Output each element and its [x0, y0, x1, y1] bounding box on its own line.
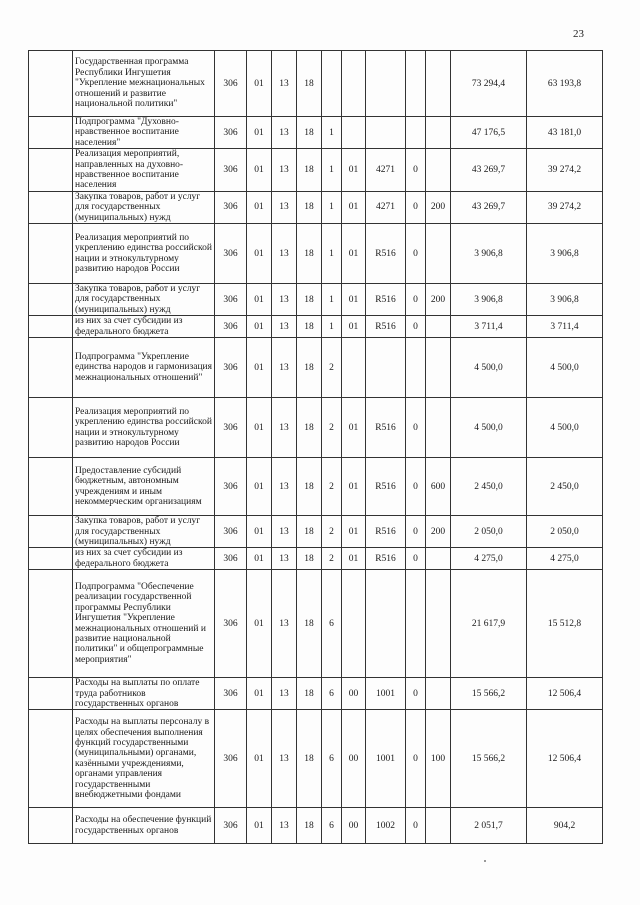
row-margin-cell	[29, 338, 73, 398]
code-cell-c8: 0	[406, 678, 426, 710]
code-cell-c9	[426, 316, 451, 338]
code-cell-c1: 306	[215, 516, 247, 548]
code-cell-c2: 01	[247, 678, 272, 710]
code-cell-c3: 13	[272, 678, 297, 710]
code-cell-c9	[426, 224, 451, 284]
code-cell-c7	[366, 338, 406, 398]
code-cell-c5: 2	[322, 398, 342, 458]
code-cell-c8: 0	[406, 316, 426, 338]
code-cell-c1: 306	[215, 678, 247, 710]
code-cell-c3: 13	[272, 191, 297, 223]
code-cell-c1: 306	[215, 338, 247, 398]
table-row	[29, 117, 603, 149]
code-cell-c9: 200	[426, 191, 451, 223]
code-cell-c8: 0	[406, 516, 426, 548]
code-cell-c6: 01	[342, 149, 366, 192]
row-margin-cell	[29, 570, 73, 678]
code-cell-c6: 01	[342, 316, 366, 338]
code-cell-c4: 18	[297, 678, 322, 710]
code-cell-c3: 13	[272, 117, 297, 149]
row-margin-cell	[29, 458, 73, 516]
code-cell-c3: 13	[272, 458, 297, 516]
code-cell-c2: 01	[247, 710, 272, 808]
row-margin-cell	[29, 678, 73, 710]
code-cell-c1: 306	[215, 117, 247, 149]
amount-executed: 15 512,8	[527, 570, 603, 678]
table-row	[29, 458, 603, 516]
row-margin-cell	[29, 191, 73, 223]
code-cell-c2: 01	[247, 338, 272, 398]
code-cell-c3: 13	[272, 149, 297, 192]
table-row	[29, 338, 603, 398]
table-row	[29, 516, 603, 548]
amount-executed: 2 450,0	[527, 458, 603, 516]
amount-executed: 3 906,8	[527, 284, 603, 316]
code-cell-c5: 1	[322, 117, 342, 149]
expense-item-name: Закупка товаров, работ и услуг для государственных (муниципальных) нужд	[73, 191, 215, 223]
amount-planned: 73 294,4	[451, 51, 527, 117]
code-cell-c9: 200	[426, 516, 451, 548]
code-cell-c4: 18	[297, 117, 322, 149]
page-number: 23	[573, 28, 584, 40]
code-cell-c7: 4271	[366, 149, 406, 192]
code-cell-c3: 13	[272, 516, 297, 548]
amount-planned: 4 275,0	[451, 548, 527, 570]
code-cell-c7: R516	[366, 316, 406, 338]
code-cell-c2: 01	[247, 458, 272, 516]
code-cell-c6: 00	[342, 710, 366, 808]
amount-planned: 4 500,0	[451, 398, 527, 458]
code-cell-c9	[426, 117, 451, 149]
code-cell-c8: 0	[406, 398, 426, 458]
code-cell-c9	[426, 338, 451, 398]
amount-executed: 43 181,0	[527, 117, 603, 149]
expense-item-name: Подпрограмма "Обеспечение реализации государственной программы Республики Ингушетия "Укрепление межнациональных отношений и развитие национальной политики" и общепрограммные мероприятия"	[73, 570, 215, 678]
row-margin-cell	[29, 316, 73, 338]
code-cell-c4: 18	[297, 458, 322, 516]
amount-planned: 2 050,0	[451, 516, 527, 548]
code-cell-c7	[366, 117, 406, 149]
code-cell-c3: 13	[272, 338, 297, 398]
code-cell-c6	[342, 117, 366, 149]
table-row	[29, 570, 603, 678]
code-cell-c7: R516	[366, 548, 406, 570]
amount-executed: 4 500,0	[527, 338, 603, 398]
code-cell-c8: 0	[406, 191, 426, 223]
code-cell-c1: 306	[215, 710, 247, 808]
code-cell-c9: 200	[426, 284, 451, 316]
code-cell-c8: 0	[406, 224, 426, 284]
code-cell-c8	[406, 570, 426, 678]
code-cell-c6: 00	[342, 678, 366, 710]
code-cell-c6: 00	[342, 808, 366, 844]
code-cell-c2: 01	[247, 316, 272, 338]
code-cell-c4: 18	[297, 51, 322, 117]
expense-item-name: Реализация мероприятий, направленных на духовно-нравственное воспитание населения	[73, 149, 215, 192]
expense-item-name: Подпрограмма "Укрепление единства народов и гармонизация межнациональных отношений"	[73, 338, 215, 398]
expense-item-name: из них за счет субсидии из федерального бюджета	[73, 548, 215, 570]
code-cell-c5: 6	[322, 808, 342, 844]
table-row	[29, 710, 603, 808]
amount-planned: 15 566,2	[451, 678, 527, 710]
code-cell-c1: 306	[215, 284, 247, 316]
code-cell-c2: 01	[247, 51, 272, 117]
amount-planned: 21 617,9	[451, 570, 527, 678]
code-cell-c5: 1	[322, 284, 342, 316]
code-cell-c2: 01	[247, 191, 272, 223]
amount-planned: 3 711,4	[451, 316, 527, 338]
code-cell-c9	[426, 678, 451, 710]
row-margin-cell	[29, 149, 73, 192]
scan-speck	[484, 860, 486, 862]
code-cell-c9	[426, 570, 451, 678]
code-cell-c7: R516	[366, 398, 406, 458]
code-cell-c6: 01	[342, 398, 366, 458]
row-margin-cell	[29, 398, 73, 458]
code-cell-c8: 0	[406, 284, 426, 316]
code-cell-c7	[366, 51, 406, 117]
amount-planned: 3 906,8	[451, 224, 527, 284]
row-margin-cell	[29, 516, 73, 548]
code-cell-c3: 13	[272, 548, 297, 570]
amount-executed: 3 711,4	[527, 316, 603, 338]
code-cell-c5: 1	[322, 316, 342, 338]
code-cell-c5: 1	[322, 224, 342, 284]
code-cell-c3: 13	[272, 570, 297, 678]
code-cell-c3: 13	[272, 316, 297, 338]
code-cell-c6: 01	[342, 284, 366, 316]
amount-executed: 39 274,2	[527, 149, 603, 192]
code-cell-c9	[426, 149, 451, 192]
code-cell-c1: 306	[215, 224, 247, 284]
row-margin-cell	[29, 117, 73, 149]
row-margin-cell	[29, 808, 73, 844]
budget-table	[28, 50, 603, 844]
code-cell-c6: 01	[342, 224, 366, 284]
code-cell-c3: 13	[272, 808, 297, 844]
expense-item-name: Расходы на выплаты персоналу в целях обеспечения выполнения функций государственными (муниципальными) органами, казёнными учреждениями, органами управления государственными внебюджетными фондами	[73, 710, 215, 808]
amount-planned: 2 450,0	[451, 458, 527, 516]
code-cell-c4: 18	[297, 284, 322, 316]
expense-item-name: Реализация мероприятий по укреплению единства российской нации и этнокультурному развитию народов России	[73, 224, 215, 284]
code-cell-c7: R516	[366, 224, 406, 284]
code-cell-c4: 18	[297, 570, 322, 678]
code-cell-c4: 18	[297, 398, 322, 458]
code-cell-c3: 13	[272, 224, 297, 284]
code-cell-c6	[342, 51, 366, 117]
code-cell-c4: 18	[297, 316, 322, 338]
code-cell-c9: 600	[426, 458, 451, 516]
amount-planned: 15 566,2	[451, 710, 527, 808]
table-row	[29, 548, 603, 570]
code-cell-c9	[426, 548, 451, 570]
expense-item-name: Закупка товаров, работ и услуг для государственных (муниципальных) нужд	[73, 284, 215, 316]
amount-executed: 4 275,0	[527, 548, 603, 570]
code-cell-c6: 01	[342, 458, 366, 516]
code-cell-c9: 100	[426, 710, 451, 808]
code-cell-c1: 306	[215, 398, 247, 458]
expense-item-name: Государственная программа Республики Ингушетия "Укрепление межнациональных отношений и развитие национальной политики"	[73, 51, 215, 117]
code-cell-c1: 306	[215, 548, 247, 570]
code-cell-c8: 0	[406, 710, 426, 808]
code-cell-c8	[406, 51, 426, 117]
code-cell-c4: 18	[297, 808, 322, 844]
amount-executed: 12 506,4	[527, 678, 603, 710]
code-cell-c4: 18	[297, 149, 322, 192]
code-cell-c6	[342, 570, 366, 678]
table-row	[29, 191, 603, 223]
row-margin-cell	[29, 710, 73, 808]
code-cell-c7: 1001	[366, 710, 406, 808]
code-cell-c2: 01	[247, 516, 272, 548]
code-cell-c2: 01	[247, 224, 272, 284]
code-cell-c4: 18	[297, 548, 322, 570]
code-cell-c1: 306	[215, 458, 247, 516]
code-cell-c5: 6	[322, 710, 342, 808]
table-row	[29, 316, 603, 338]
amount-executed: 12 506,4	[527, 710, 603, 808]
row-margin-cell	[29, 51, 73, 117]
code-cell-c3: 13	[272, 284, 297, 316]
amount-executed: 3 906,8	[527, 224, 603, 284]
amount-planned: 43 269,7	[451, 149, 527, 192]
code-cell-c9	[426, 808, 451, 844]
code-cell-c2: 01	[247, 117, 272, 149]
amount-executed: 2 050,0	[527, 516, 603, 548]
code-cell-c5: 2	[322, 338, 342, 398]
code-cell-c3: 13	[272, 51, 297, 117]
amount-planned: 2 051,7	[451, 808, 527, 844]
table-row	[29, 678, 603, 710]
code-cell-c7: 4271	[366, 191, 406, 223]
code-cell-c4: 18	[297, 516, 322, 548]
code-cell-c4: 18	[297, 191, 322, 223]
table-row	[29, 51, 603, 117]
table-row	[29, 808, 603, 844]
code-cell-c1: 306	[215, 191, 247, 223]
table-row	[29, 284, 603, 316]
code-cell-c6: 01	[342, 191, 366, 223]
code-cell-c4: 18	[297, 338, 322, 398]
code-cell-c5: 1	[322, 191, 342, 223]
amount-planned: 47 176,5	[451, 117, 527, 149]
code-cell-c6: 01	[342, 548, 366, 570]
code-cell-c8	[406, 338, 426, 398]
amount-planned: 3 906,8	[451, 284, 527, 316]
code-cell-c6	[342, 338, 366, 398]
code-cell-c7: R516	[366, 516, 406, 548]
row-margin-cell	[29, 548, 73, 570]
code-cell-c2: 01	[247, 149, 272, 192]
code-cell-c8: 0	[406, 458, 426, 516]
code-cell-c4: 18	[297, 710, 322, 808]
code-cell-c1: 306	[215, 149, 247, 192]
code-cell-c8	[406, 117, 426, 149]
code-cell-c5: 6	[322, 570, 342, 678]
amount-planned: 43 269,7	[451, 191, 527, 223]
expense-item-name: Реализация мероприятий по укреплению единства российской нации и этнокультурному развитию народов России	[73, 398, 215, 458]
code-cell-c1: 306	[215, 316, 247, 338]
code-cell-c7: R516	[366, 458, 406, 516]
expense-item-name: Подпрограмма "Духовно-нравственное воспитание населения"	[73, 117, 215, 149]
code-cell-c2: 01	[247, 570, 272, 678]
code-cell-c5	[322, 51, 342, 117]
amount-planned: 4 500,0	[451, 338, 527, 398]
code-cell-c3: 13	[272, 398, 297, 458]
code-cell-c5: 1	[322, 149, 342, 192]
code-cell-c9	[426, 51, 451, 117]
code-cell-c7	[366, 570, 406, 678]
code-cell-c5: 2	[322, 516, 342, 548]
code-cell-c1: 306	[215, 808, 247, 844]
amount-executed: 39 274,2	[527, 191, 603, 223]
code-cell-c7: 1002	[366, 808, 406, 844]
code-cell-c7: 1001	[366, 678, 406, 710]
table-row	[29, 149, 603, 192]
expense-item-name: Предоставление субсидий бюджетным, автономным учреждениям и иным некоммерческим организациям	[73, 458, 215, 516]
code-cell-c5: 2	[322, 548, 342, 570]
expense-item-name: Закупка товаров, работ и услуг для государственных (муниципальных) нужд	[73, 516, 215, 548]
expense-item-name: из них за счет субсидии из федерального бюджета	[73, 316, 215, 338]
code-cell-c2: 01	[247, 548, 272, 570]
code-cell-c2: 01	[247, 808, 272, 844]
code-cell-c3: 13	[272, 710, 297, 808]
code-cell-c7: R516	[366, 284, 406, 316]
table-row	[29, 224, 603, 284]
code-cell-c4: 18	[297, 224, 322, 284]
table-body	[29, 51, 603, 844]
table-row	[29, 398, 603, 458]
code-cell-c1: 306	[215, 570, 247, 678]
code-cell-c9	[426, 398, 451, 458]
expense-item-name: Расходы на выплаты по оплате труда работников государственных органов	[73, 678, 215, 710]
row-margin-cell	[29, 284, 73, 316]
code-cell-c8: 0	[406, 149, 426, 192]
expense-item-name: Расходы на обеспечение функций государственных органов	[73, 808, 215, 844]
code-cell-c2: 01	[247, 284, 272, 316]
code-cell-c5: 2	[322, 458, 342, 516]
code-cell-c2: 01	[247, 398, 272, 458]
amount-executed: 904,2	[527, 808, 603, 844]
code-cell-c1: 306	[215, 51, 247, 117]
code-cell-c5: 6	[322, 678, 342, 710]
amount-executed: 4 500,0	[527, 398, 603, 458]
row-margin-cell	[29, 224, 73, 284]
code-cell-c8: 0	[406, 808, 426, 844]
code-cell-c6: 01	[342, 516, 366, 548]
amount-executed: 63 193,8	[527, 51, 603, 117]
code-cell-c8: 0	[406, 548, 426, 570]
